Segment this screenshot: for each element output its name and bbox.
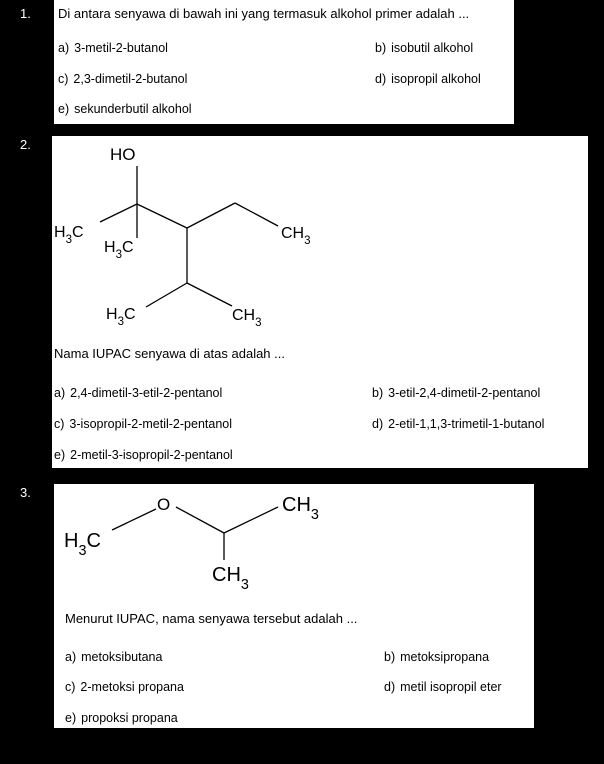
question-number: 2. (20, 137, 31, 152)
bond (176, 507, 224, 533)
option-text: isopropil alkohol (391, 72, 481, 86)
option-text: 2,3-dimetil-2-butanol (73, 72, 188, 86)
option-c[interactable] (54, 417, 232, 431)
ho-label: HO (110, 145, 136, 164)
bond (235, 203, 278, 226)
bond (112, 509, 156, 530)
option-letter: c) (54, 417, 65, 431)
option-letter: b) (375, 41, 387, 55)
h3c-bottom-label: $H_3C$ (106, 306, 136, 328)
ch3-top-label: $CH_3$ (282, 494, 319, 523)
question-1-card (54, 0, 514, 124)
bond (187, 283, 232, 306)
question-2-card (52, 136, 588, 468)
option-letter: a) (58, 41, 70, 55)
option-letter: b) (372, 386, 384, 400)
option-d[interactable] (372, 417, 544, 431)
option-b[interactable] (384, 650, 489, 664)
option-text: metoksibutana (81, 650, 163, 664)
option-e[interactable] (65, 711, 178, 725)
option-c[interactable] (58, 72, 187, 86)
question-stem: Menurut IUPAC, nama senyawa tersebut adalah ... (65, 611, 358, 626)
bond (187, 203, 235, 228)
option-a[interactable] (54, 386, 222, 400)
option-text: metil isopropil eter (400, 680, 502, 694)
option-b[interactable] (372, 386, 540, 400)
option-text: isobutil alkohol (391, 41, 474, 55)
oxygen-label: O (157, 495, 171, 514)
option-text: sekunderbutil alkohol (74, 102, 192, 116)
option-text: 3-isopropil-2-metil-2-pentanol (69, 417, 232, 431)
option-letter: c) (65, 680, 76, 694)
bond (146, 283, 187, 307)
h3c-methyl-label: $H_3C$ (104, 239, 134, 261)
question-3-card (54, 484, 534, 728)
option-a[interactable] (58, 41, 168, 55)
option-text: propoksi propana (81, 711, 178, 725)
option-text: metoksipropana (400, 650, 490, 664)
option-text: 2-metoksi propana (80, 680, 184, 694)
option-letter: a) (54, 386, 66, 400)
structural-formula (54, 484, 534, 594)
option-d[interactable] (384, 680, 502, 694)
option-letter: e) (54, 448, 66, 462)
option-text: 3-metil-2-butanol (74, 41, 168, 55)
ch3-bottom-label: $CH_3$ (212, 564, 249, 593)
option-text: 2,4-dimetil-3-etil-2-pentanol (70, 386, 223, 400)
option-letter: a) (65, 650, 77, 664)
option-letter: e) (58, 102, 70, 116)
option-e[interactable] (54, 448, 233, 462)
option-letter: d) (372, 417, 384, 431)
option-d[interactable] (375, 72, 481, 86)
option-e[interactable] (58, 102, 192, 116)
h3c-label: $H_3C$ (64, 530, 101, 559)
question-stem: Di antara senyawa di bawah ini yang termasuk alkohol primer adalah ... (58, 6, 470, 21)
option-text: 2-metil-3-isopropil-2-pentanol (70, 448, 233, 462)
bond (137, 204, 187, 228)
option-c[interactable] (65, 680, 184, 694)
question-number: 1. (20, 6, 31, 21)
option-letter: c) (58, 72, 69, 86)
option-text: 3-etil-2,4-dimetil-2-pentanol (388, 386, 541, 400)
question-stem: Nama IUPAC senyawa di atas adalah ... (54, 346, 285, 361)
option-a[interactable] (65, 650, 162, 664)
option-letter: b) (384, 650, 396, 664)
ch3-bottom-label: $CH_3$ (232, 307, 262, 329)
option-b[interactable] (375, 41, 473, 55)
structural-formula (52, 136, 588, 346)
option-text: 2-etil-1,1,3-trimetil-1-butanol (388, 417, 545, 431)
ch3-right-label: $CH_3$ (281, 225, 311, 247)
option-letter: d) (375, 72, 387, 86)
option-letter: e) (65, 711, 77, 725)
bond (224, 507, 278, 533)
bond (100, 204, 137, 222)
h3c-left-label: $H_3C$ (54, 224, 84, 246)
question-number: 3. (20, 485, 31, 500)
option-letter: d) (384, 680, 396, 694)
